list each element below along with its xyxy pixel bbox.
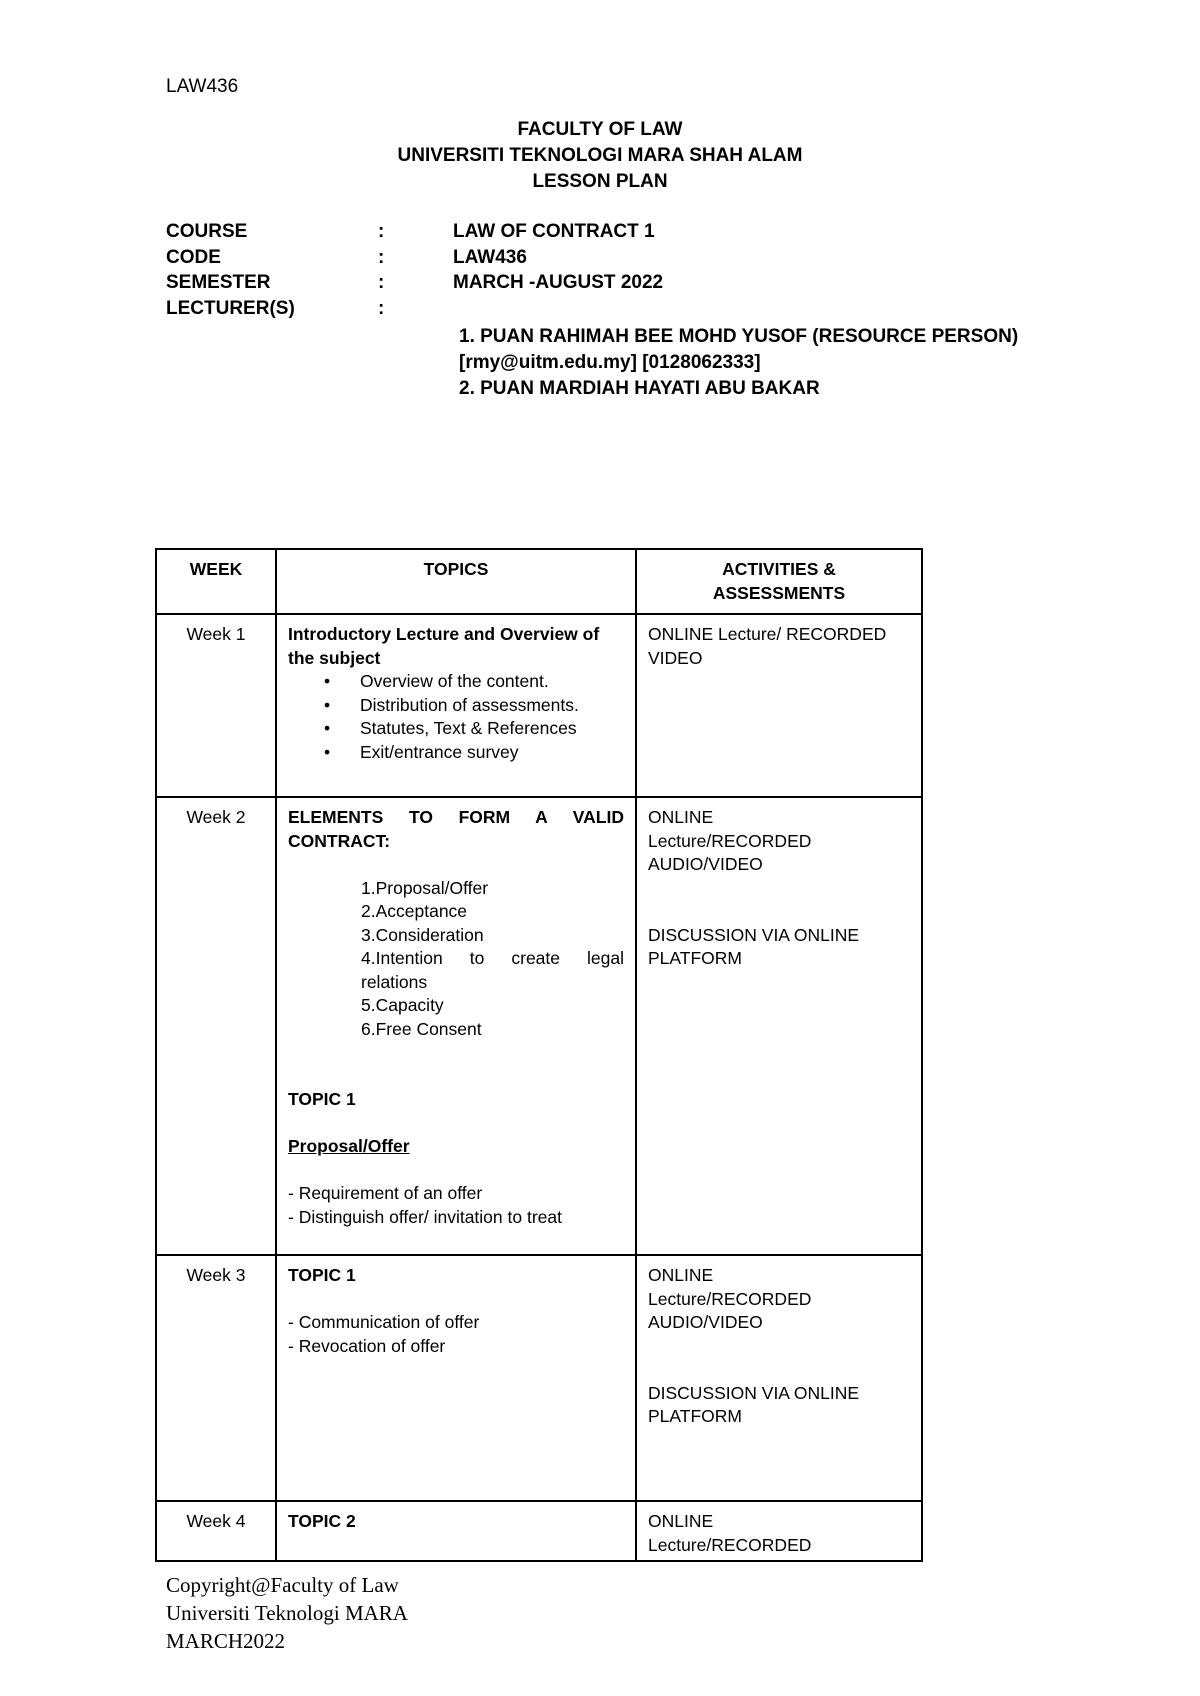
header-activities-line1: ACTIVITIES & [722,559,836,579]
lecturer-2: 2. PUAN MARDIAH HAYATI ABU BAKAR [459,378,820,399]
list-item: • Statutes, Text & References [360,717,624,741]
table-row [156,614,922,797]
header-activities [636,549,922,614]
activity-line: DISCUSSION VIA ONLINE [648,924,860,945]
topic-label: TOPIC 1 [288,1089,356,1109]
elements-list [288,877,624,1042]
activity-line: ONLINE [648,1511,714,1531]
activity-line: PLATFORM [648,948,742,968]
info-code-label: CODE [166,247,221,268]
list-item: • Overview of the content. [360,670,624,694]
week-cell: Week 3 [156,1255,276,1501]
activities-cell: ONLINE Lecture/ RECORDED VIDEO [636,614,922,797]
list-item: - Requirement of an offer [288,1183,483,1203]
lesson-plan-table [155,548,923,1562]
elements-heading: ELEMENTS TO FORM A VALID [288,807,624,827]
topics-cell [276,614,636,797]
list-item: 5.Capacity [361,995,444,1015]
info-semester-value: MARCH -AUGUST 2022 [453,272,664,293]
week-cell: Week 2 [156,797,276,1255]
activity-line: PLATFORM [648,1406,742,1426]
activity-line: AUDIO/VIDEO [648,854,763,874]
table-row [156,797,922,1255]
header-activities-line2: ASSESSMENTS [712,582,846,603]
info-code-value: LAW436 [453,247,527,268]
list-item: 4.Intention to create legal [361,948,624,968]
list-item: - Communication of offer [288,1312,480,1332]
table-row [156,1501,922,1561]
list-item: 2.Acceptance [361,901,468,921]
footer-date: MARCH2022 [166,1629,286,1653]
list-item: relations [361,971,428,992]
info-lecturers-label: LECTURER(S) [166,298,295,319]
subtopic-label: Proposal/Offer [288,1136,410,1156]
list-item: 6.Free Consent [361,1018,482,1039]
topics-cell: TOPIC 2 [276,1501,636,1561]
info-code-colon: : [378,247,385,268]
activity-line: Lecture/RECORDED [648,1534,812,1555]
activity-line: DISCUSSION VIA ONLINE [648,1382,860,1403]
info-course-label: COURSE [166,221,248,242]
activity-line: ONLINE [648,1265,714,1285]
activity-line: AUDIO/VIDEO [648,1312,763,1332]
header-week: WEEK [156,549,276,614]
table-header-row [156,549,922,614]
footer-university: Universiti Teknologi MARA [166,1601,408,1625]
topic-title: Introductory Lecture and Overview of the subject [288,624,600,668]
list-item: • Distribution of assessments. [360,694,624,718]
activity-line: Lecture/RECORDED [648,830,812,851]
elements-heading-cont: CONTRACT: [288,830,391,851]
activity-line: ONLINE [648,807,714,827]
title-university: UNIVERSITI TEKNOLOGI MARA SHAH ALAM [397,145,803,166]
info-lecturers-colon: : [378,298,385,319]
title-faculty: FACULTY OF LAW [517,119,683,140]
header-course-code: LAW436 [166,76,239,97]
info-course-value: LAW OF CONTRACT 1 [453,221,655,242]
info-semester-label: SEMESTER [166,272,271,293]
title-lesson-plan: LESSON PLAN [532,171,668,192]
week-cell: Week 4 [156,1501,276,1561]
activity-line: Lecture/RECORDED [648,1288,812,1309]
list-item: 1.Proposal/Offer [361,877,489,898]
list-item: - Distinguish offer/ invitation to treat [288,1206,562,1227]
topics-cell [276,797,636,1255]
footer-copyright: Copyright@Faculty of Law [166,1573,399,1597]
topic-bullet-list [288,670,624,764]
lecturer-1: 1. PUAN RAHIMAH BEE MOHD YUSOF (RESOURCE PERSON) [rmy@uitm.edu.my] [0128062333] [459,326,1019,373]
info-course-colon: : [378,221,385,242]
topics-cell [276,1255,636,1501]
list-item: 3.Consideration [361,924,484,945]
info-semester-colon: : [378,272,385,293]
week-cell: Week 1 [156,614,276,797]
header-topics: TOPICS [276,549,636,614]
list-item: - Revocation of offer [288,1335,446,1356]
lecturer-list [459,324,1019,402]
table-row [156,1255,922,1501]
list-item: • Exit/entrance survey [360,741,624,765]
activities-cell [636,1255,922,1501]
activities-cell [636,797,922,1255]
topic-label: TOPIC 1 [288,1265,356,1285]
activities-cell [636,1501,922,1561]
